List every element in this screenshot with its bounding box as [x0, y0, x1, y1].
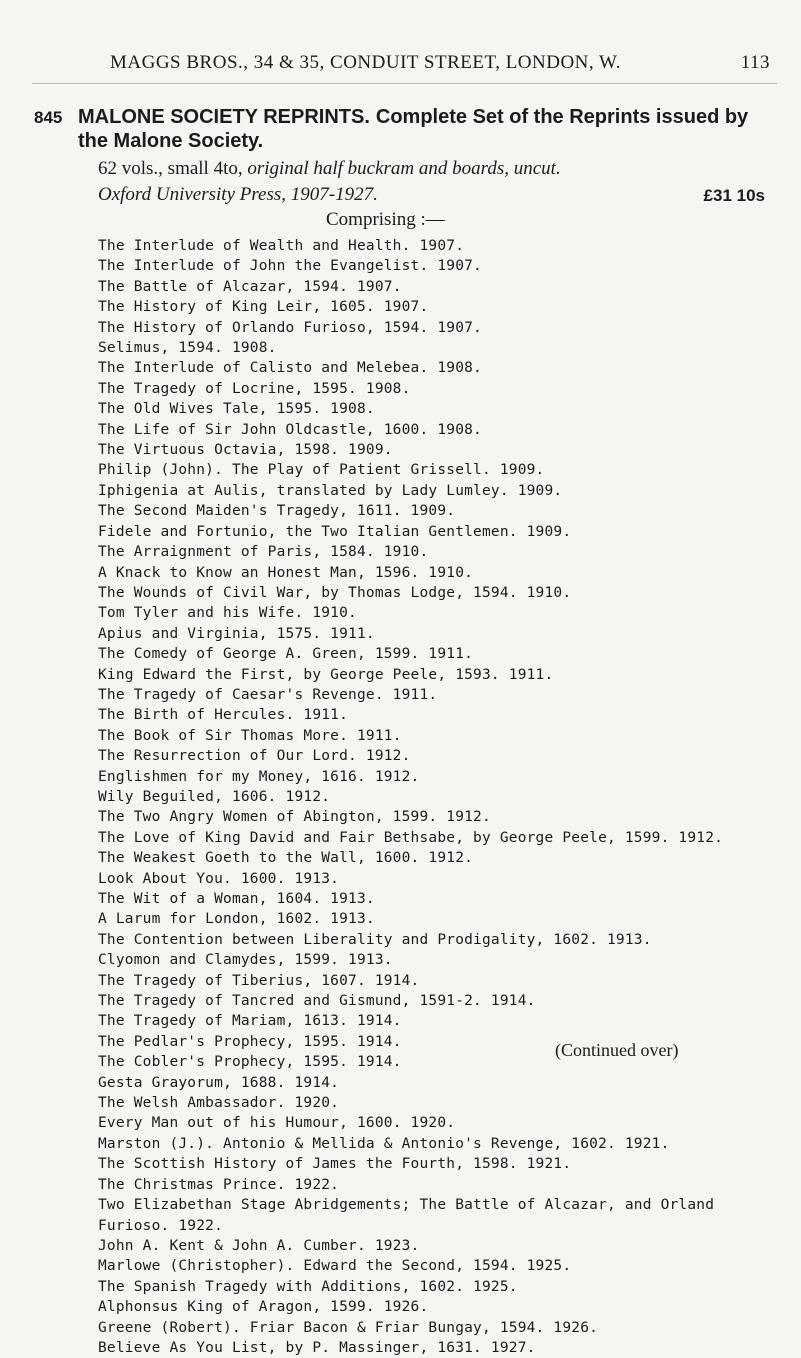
list-item: The Love of King David and Fair Bethsabe, by George Peele, 1599. 1912.: [98, 829, 724, 846]
list-item: The Tragedy of Tancred and Gismund, 1591-2. 1914.: [98, 993, 536, 1010]
list-item: The Tragedy of Mariam, 1613. 1914.: [98, 1013, 402, 1030]
reprint-list: [98, 236, 788, 1358]
comprising-heading: Comprising :—: [326, 209, 445, 230]
header-rule: [32, 83, 777, 84]
header-text: MAGGS BROS., 34 & 35, CONDUIT STREET, LONDON, W.: [110, 52, 621, 73]
list-item: The Tragedy of Tiberius, 1607. 1914.: [98, 972, 420, 989]
page-header: [110, 52, 770, 74]
entry-title: [78, 105, 778, 153]
list-item: The History of Orlando Furioso, 1594. 1907.: [98, 319, 482, 336]
list-item: Philip (John). The Play of Patient Grissell. 1909.: [98, 462, 545, 479]
list-item: The Pedlar's Prophecy, 1595. 1914.: [98, 1033, 402, 1050]
list-item: The Wounds of Civil War, by Thomas Lodge, 1594. 1910.: [98, 584, 572, 601]
list-item: The Christmas Prince. 1922.: [98, 1176, 340, 1193]
list-item: The Interlude of John the Evangelist. 1907.: [98, 258, 482, 275]
page-number: 113: [740, 52, 770, 73]
list-item: The Interlude of Wealth and Health. 1907.: [98, 238, 465, 254]
description-publisher: Oxford University Press, 1907-1927.: [98, 184, 378, 205]
description-binding: original half buckram and boards, uncut.: [247, 158, 561, 179]
list-item: The Life of Sir John Oldcastle, 1600. 1908.: [98, 421, 482, 438]
list-item: A Larum for London, 1602. 1913.: [98, 911, 375, 928]
list-item: The Interlude of Calisto and Melebea. 1908.: [98, 360, 482, 377]
list-item: Wily Beguiled, 1606. 1912.: [98, 788, 331, 805]
list-item: King Edward the First, by George Peele, 1593. 1911.: [98, 666, 554, 683]
list-item: The Battle of Alcazar, 1594. 1907.: [98, 278, 402, 295]
description-format: 62 vols., small 4to,: [98, 158, 243, 179]
entry-title-rest: Complete Set of the Reprints issued by the Malone Society.: [78, 106, 749, 152]
list-item: The Scottish History of James the Fourth, 1598. 1921.: [98, 1156, 572, 1173]
continued-note: (Continued over): [555, 1040, 679, 1060]
list-item: Tom Tyler and his Wife. 1910.: [98, 605, 357, 622]
list-item: Gesta Grayorum, 1688. 1914.: [98, 1074, 340, 1091]
list-item: The Tragedy of Caesar's Revenge. 1911.: [98, 686, 438, 703]
list-item: The Book of Sir Thomas More. 1911.: [98, 727, 402, 744]
list-item: Alphonsus King of Aragon, 1599. 1926.: [98, 1299, 429, 1316]
list-item: Selimus, 1594. 1908.: [98, 340, 277, 357]
list-item: Iphigenia at Aulis, translated by Lady Lumley. 1909.: [98, 482, 563, 499]
list-item: The Weakest Goeth to the Wall, 1600. 1912.: [98, 850, 474, 867]
list-item: Greene (Robert). Friar Bacon & Friar Bungay, 1594. 1926.: [98, 1319, 599, 1336]
list-item: Every Man out of his Humour, 1600. 1920.: [98, 1115, 456, 1132]
list-item: Two Elizabethan Stage Abridgements; The Battle of Alcazar, and Orland Furioso. 1922.: [98, 1197, 715, 1234]
list-item: The Spanish Tragedy with Additions, 1602. 1925.: [98, 1278, 518, 1295]
list-item: The Tragedy of Locrine, 1595. 1908.: [98, 380, 411, 397]
list-item: The Cobler's Prophecy, 1595. 1914.: [98, 1054, 402, 1071]
list-item: Englishmen for my Money, 1616. 1912.: [98, 768, 420, 785]
list-item: The History of King Leir, 1605. 1907.: [98, 299, 429, 316]
entry-price: £31 10s: [703, 186, 765, 205]
entry-publisher: [98, 184, 788, 206]
list-item: The Birth of Hercules. 1911.: [98, 707, 349, 724]
list-item: Marston (J.). Antonio & Mellida & Antonio's Revenge, 1602. 1921.: [98, 1135, 670, 1152]
list-item: A Knack to Know an Honest Man, 1596. 1910.: [98, 564, 474, 581]
list-item: Apius and Virginia, 1575. 1911.: [98, 625, 375, 642]
entry-description: [98, 158, 788, 180]
list-item: Marlowe (Christopher). Edward the Second, 1594. 1925.: [98, 1258, 572, 1275]
list-item: The Resurrection of Our Lord. 1912.: [98, 748, 411, 765]
list-item: The Second Maiden's Tragedy, 1611. 1909.: [98, 503, 456, 520]
list-item: Fidele and Fortunio, the Two Italian Gentlemen. 1909.: [98, 523, 572, 540]
list-item: Clyomon and Clamydes, 1599. 1913.: [98, 952, 393, 969]
list-item: The Old Wives Tale, 1595. 1908.: [98, 401, 375, 418]
list-item: Believe As You List, by P. Massinger, 1631. 1927.: [98, 1339, 536, 1356]
list-item: The Two Angry Women of Abington, 1599. 1912.: [98, 809, 491, 826]
list-item: The Wit of a Woman, 1604. 1913.: [98, 891, 375, 907]
list-item: The Comedy of George A. Green, 1599. 1911.: [98, 646, 474, 663]
entry-number: 845: [34, 108, 63, 127]
list-item: The Welsh Ambassador. 1920.: [98, 1095, 340, 1112]
list-item: The Virtuous Octavia, 1598. 1909.: [98, 442, 393, 459]
list-item: The Arraignment of Paris, 1584. 1910.: [98, 544, 429, 561]
list-item: John A. Kent & John A. Cumber. 1923.: [98, 1237, 420, 1254]
list-item: Look About You. 1600. 1913.: [98, 870, 340, 887]
entry-title-main: MALONE SOCIETY REPRINTS.: [78, 106, 370, 128]
list-item: The Contention between Liberality and Prodigality, 1602. 1913.: [98, 931, 652, 948]
